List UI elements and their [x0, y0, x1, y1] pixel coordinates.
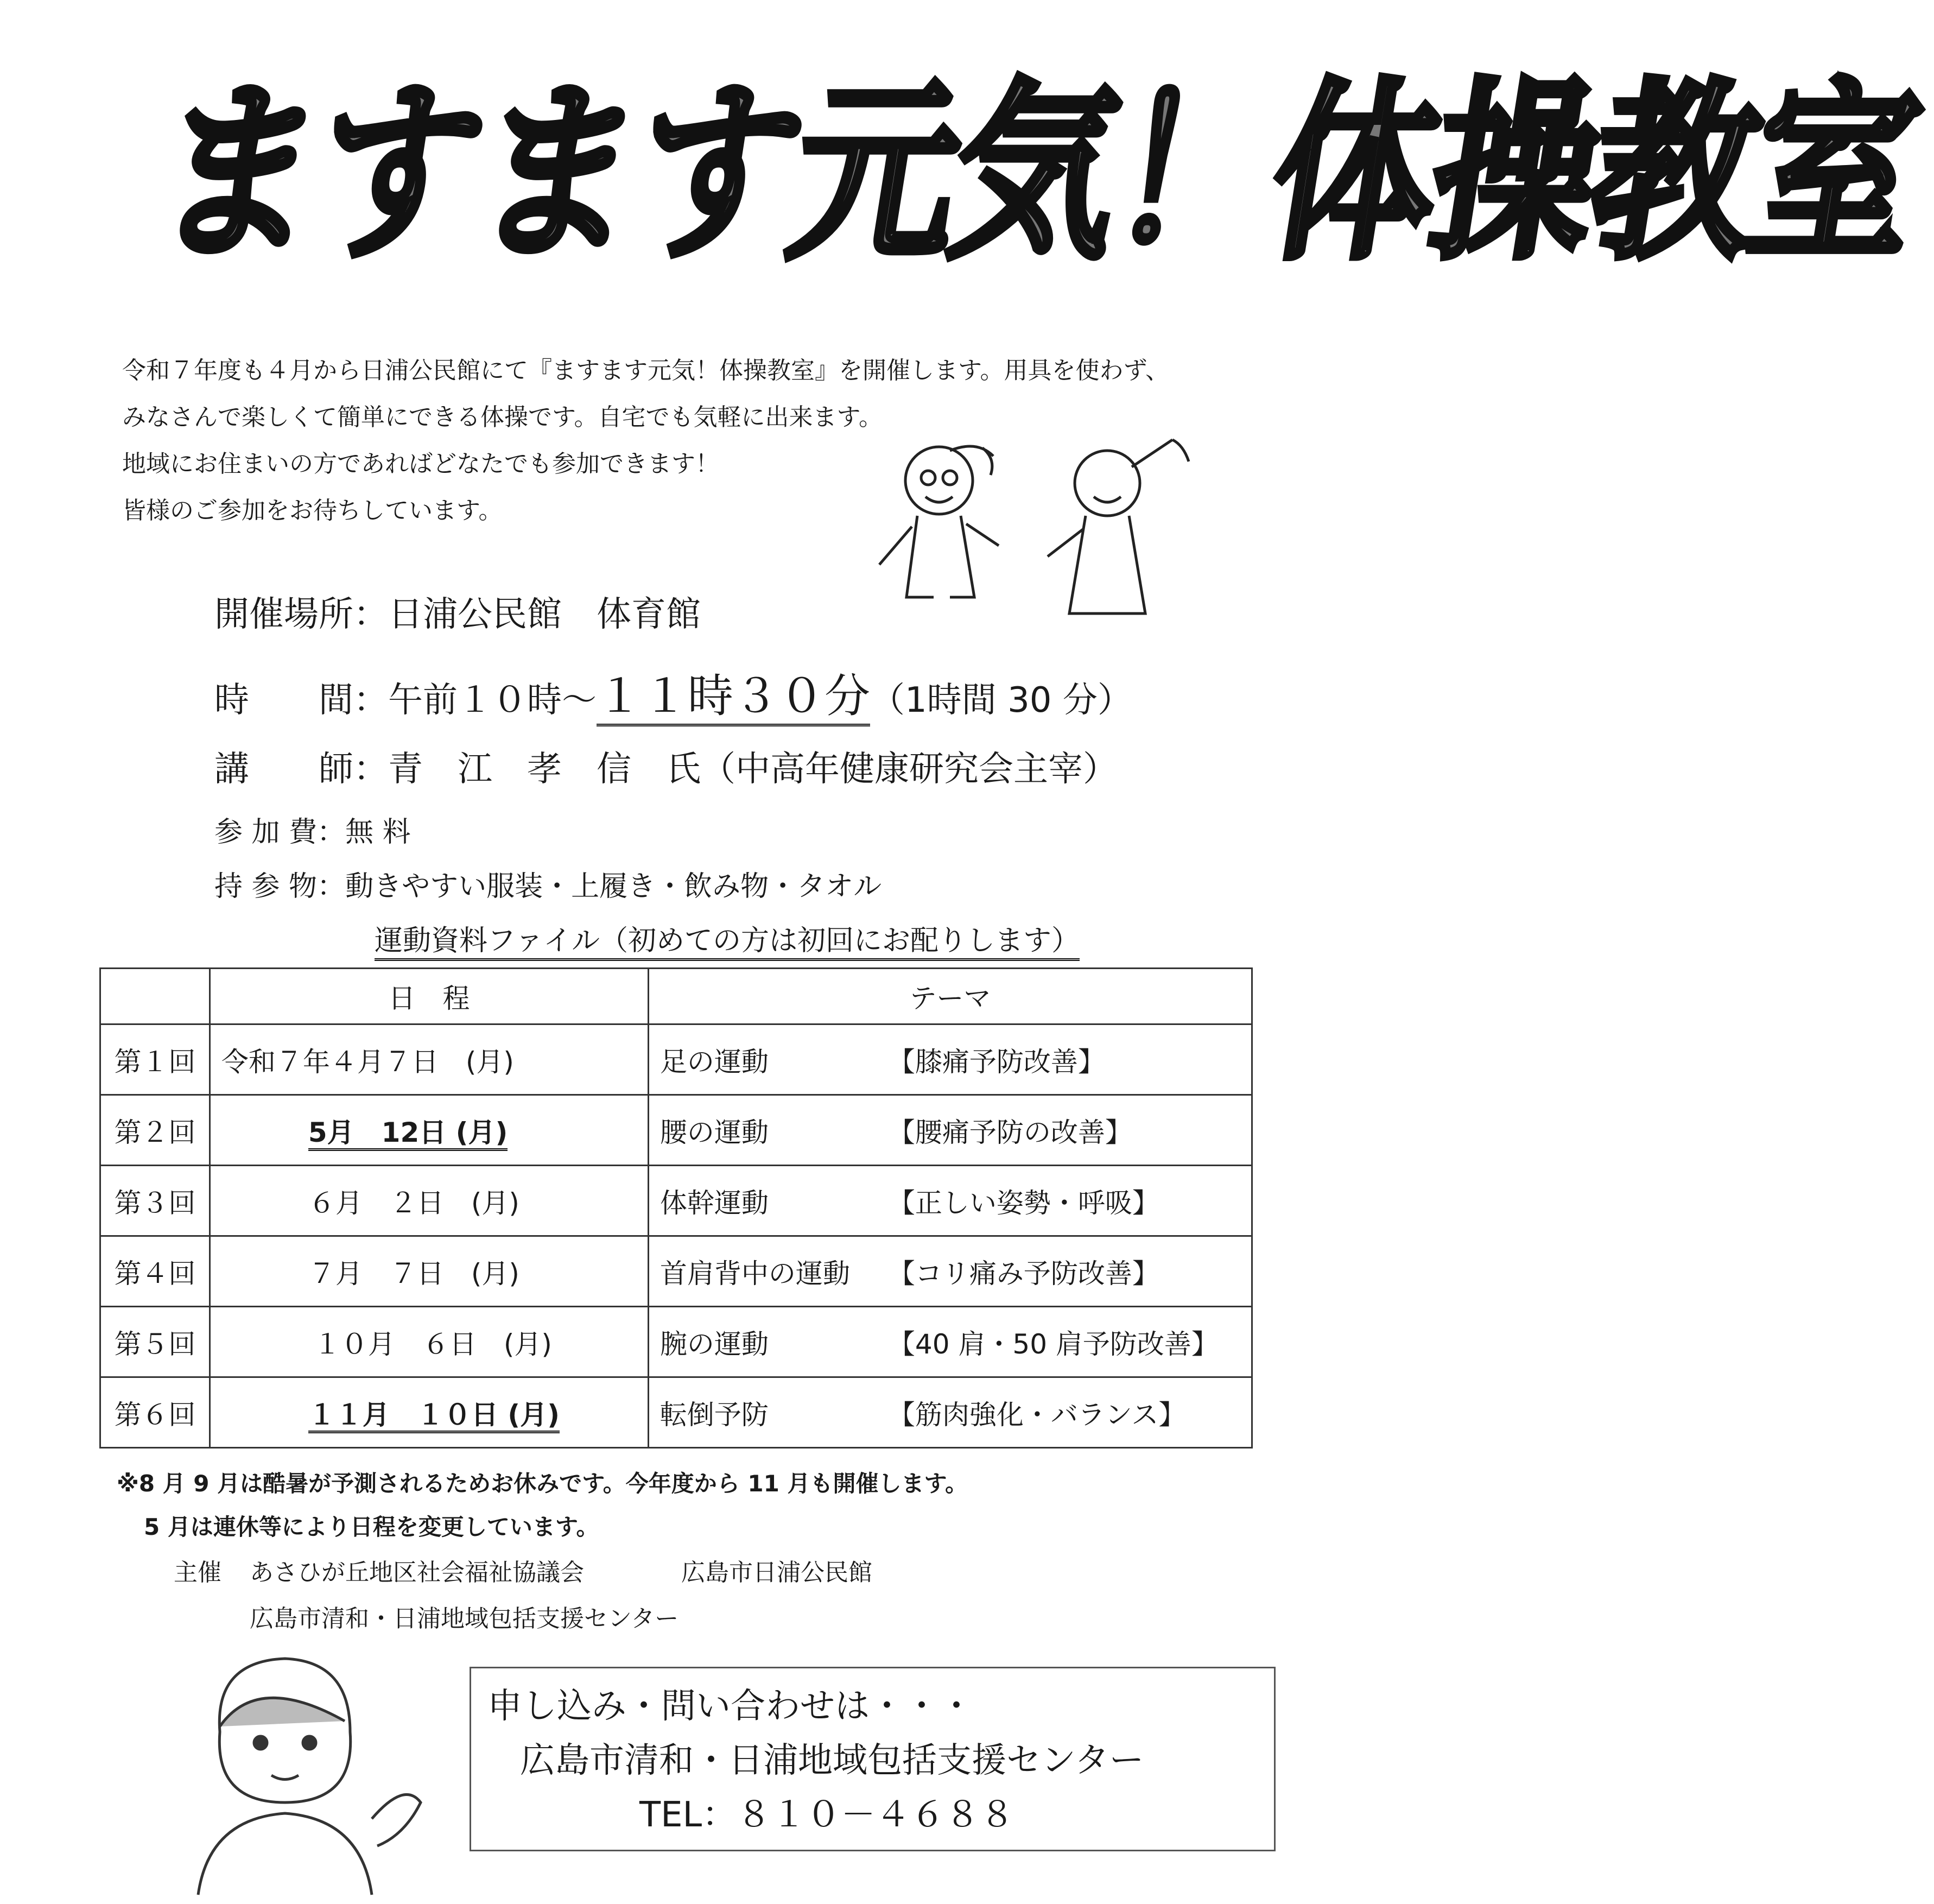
- theme-detail: 【正しい姿勢・呼吸】: [887, 1187, 1159, 1219]
- table-row: [100, 1095, 1252, 1166]
- round-cell: 第１回: [100, 1024, 210, 1095]
- theme-cell: [648, 1377, 1252, 1448]
- theme-name: 体幹運動: [660, 1187, 769, 1219]
- instructor-value: 青 江 孝 信 氏: [388, 749, 701, 789]
- time-start: 午前１０時～: [388, 680, 597, 720]
- instructor-row: [214, 741, 1118, 791]
- contact-phone: TEL：８１０－４６８８: [639, 1795, 1015, 1835]
- theme-cell: [648, 1307, 1252, 1377]
- date-text: ６月 ２日 (月): [308, 1187, 519, 1219]
- theme-cell: [648, 1166, 1252, 1236]
- instructor-note: （中高年健康研究会主宰）: [701, 749, 1118, 789]
- date-text: 令和７年４月７日 (月): [221, 1046, 514, 1078]
- date-cell: [210, 1095, 648, 1166]
- date-cell: [210, 1024, 648, 1095]
- page-title: ますます元気！体操教室: [139, 61, 1931, 286]
- round-cell: 第４回: [100, 1236, 210, 1307]
- theme-detail: 【膝痛予防改善】: [887, 1046, 1105, 1078]
- date-cell: [210, 1307, 648, 1377]
- table-row: [100, 1166, 1252, 1236]
- date-text: １０月 ６日 (月): [313, 1328, 552, 1360]
- items-value: 動きやすい服装・上履き・飲み物・タオル: [345, 870, 882, 903]
- date-text: １１月 １０日 (月): [308, 1399, 560, 1433]
- table-header-row: [100, 969, 1252, 1024]
- time-label: 時 間：: [214, 680, 388, 720]
- time-row: [214, 660, 1132, 725]
- staff-person-illustration: [149, 1640, 432, 1895]
- time-duration: （1時間 30 分）: [870, 680, 1132, 720]
- contact-box: [470, 1667, 1276, 1851]
- items-row: [214, 863, 882, 904]
- intro-line: 令和７年度も４月から日浦公民館にて『ますます元気！体操教室』を開催します。用具を使わず、: [122, 357, 1169, 384]
- contact-heading: 申し込み・問い合わせは・・・: [487, 1686, 974, 1726]
- table-header: 日 程: [210, 969, 648, 1024]
- instructor-label: 講 師：: [214, 749, 388, 789]
- venue-value: 日浦公民館 体育館: [388, 594, 701, 635]
- venue-row: [214, 586, 701, 636]
- items-label: 持 参 物：: [214, 870, 346, 903]
- theme-cell: [648, 1236, 1252, 1307]
- theme-name: 腕の運動: [660, 1328, 769, 1360]
- round-cell: 第６回: [100, 1377, 210, 1448]
- round-cell: 第５回: [100, 1307, 210, 1377]
- table-row: [100, 1377, 1252, 1448]
- date-cell: [210, 1166, 648, 1236]
- date-cell: [210, 1236, 648, 1307]
- intro-line: みなさんで楽しくて簡単にできる体操です。自宅でも気軽に出来ます。: [122, 403, 883, 431]
- round-cell: 第２回: [100, 1095, 210, 1166]
- table-row: [100, 1024, 1252, 1095]
- theme-name: 首肩背中の運動: [660, 1257, 850, 1289]
- fee-value: 無 料: [345, 816, 411, 849]
- theme-name: 腰の運動: [660, 1116, 769, 1148]
- sponsor-org: あさひが丘地区社会福祉協議会: [250, 1559, 584, 1586]
- table-row: [100, 1236, 1252, 1307]
- table-header: [100, 969, 210, 1024]
- sponsor-label: 主催: [174, 1559, 221, 1586]
- round-cell: 第３回: [100, 1166, 210, 1236]
- theme-cell: [648, 1024, 1252, 1095]
- note-line: 5 月は連休等により日程を変更しています。: [144, 1514, 599, 1540]
- table-header: テーマ: [648, 969, 1252, 1024]
- intro-line: 皆様のご参加をお待ちしています。: [122, 497, 503, 524]
- fee-label: 参 加 費：: [214, 816, 346, 849]
- sponsor-org: 広島市清和・日浦地域包括支援センター: [250, 1605, 679, 1633]
- elderly-couple-exercising-illustration: [868, 434, 1205, 641]
- table-row: [100, 1307, 1252, 1377]
- theme-detail: 【40 肩・50 肩予防改善】: [887, 1328, 1219, 1360]
- note-line: ※8 月 9 月は酷暑が予測されるためお休みです。今年度から 11 月も開催します。: [117, 1470, 968, 1497]
- venue-label: 開催場所：: [214, 594, 388, 635]
- intro-line: 地域にお住まいの方であればどなたでも参加できます！: [122, 450, 719, 478]
- schedule-table: [99, 967, 1253, 1448]
- contact-org: 広島市清和・日浦地域包括支援センター: [520, 1741, 1144, 1781]
- theme-detail: 【腰痛予防の改善】: [887, 1116, 1132, 1148]
- items-row-2: [375, 918, 1080, 958]
- theme-name: 転倒予防: [660, 1399, 769, 1431]
- date-text: ７月 ７日 (月): [308, 1257, 519, 1289]
- date-cell: [210, 1377, 648, 1448]
- time-end: １１時３０分: [597, 669, 870, 726]
- items-value-2: 運動資料ファイル（初めての方は初回にお配りします）: [375, 925, 1080, 961]
- theme-cell: [648, 1095, 1252, 1166]
- sponsor-org: 広島市日浦公民館: [681, 1559, 872, 1586]
- theme-name: 足の運動: [660, 1046, 769, 1078]
- fee-row: [214, 809, 411, 850]
- theme-detail: 【筋肉強化・バランス】: [887, 1399, 1186, 1431]
- theme-detail: 【コリ痛み予防改善】: [887, 1257, 1159, 1289]
- date-text: 5月 12日 (月): [308, 1117, 508, 1151]
